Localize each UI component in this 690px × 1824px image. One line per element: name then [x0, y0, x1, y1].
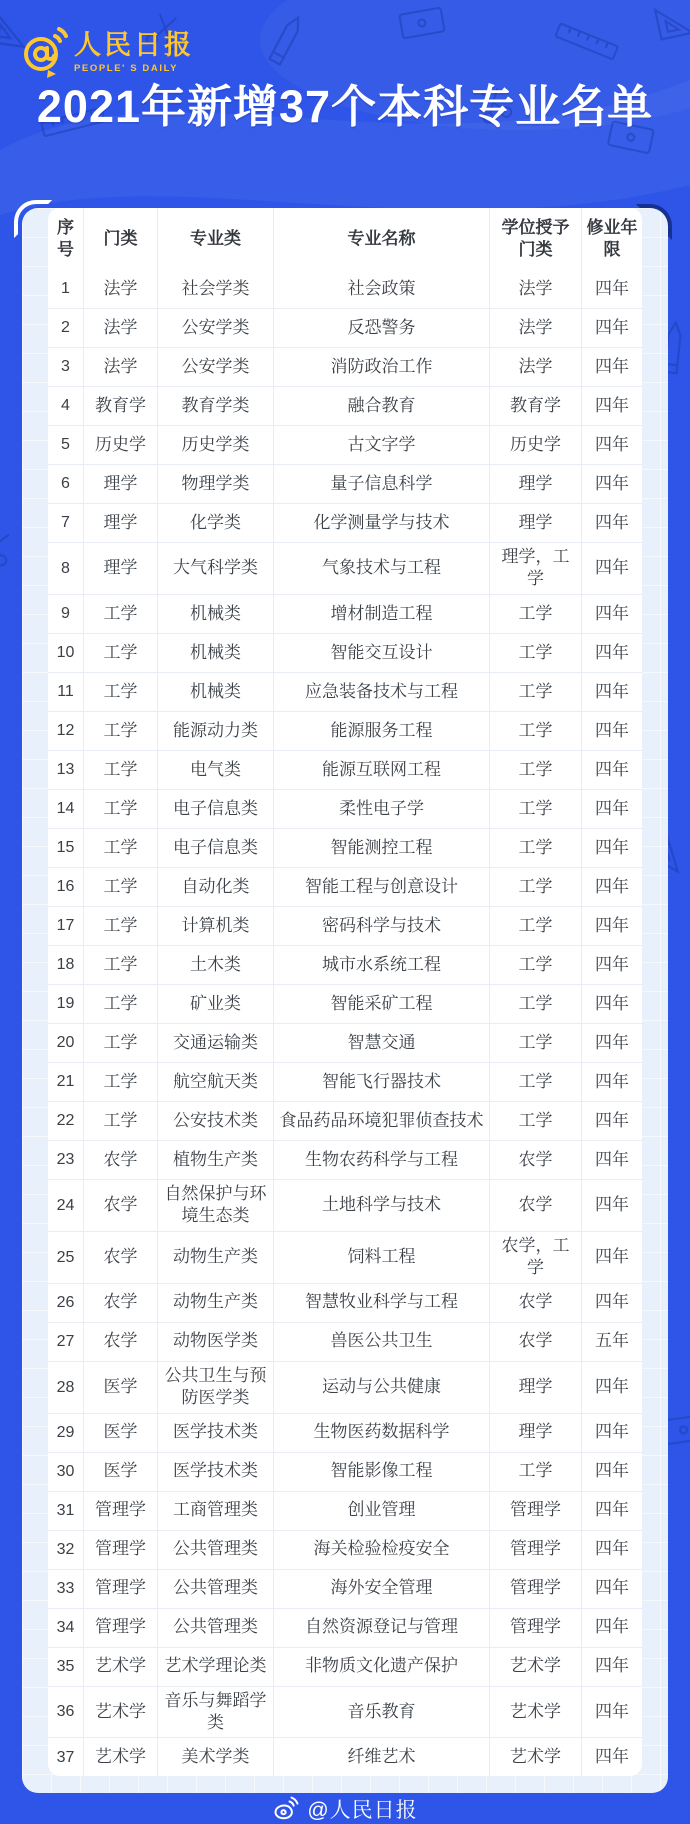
cell-degree: 工学	[490, 790, 582, 828]
cell-major-name: 消防政治工作	[274, 348, 490, 386]
cell-degree: 工学	[490, 907, 582, 945]
cell-category: 工学	[84, 1024, 158, 1062]
table-row	[48, 1413, 642, 1452]
table-row	[48, 1322, 642, 1361]
cell-category: 管理学	[84, 1531, 158, 1569]
cell-degree: 工学	[490, 595, 582, 633]
cell-major-name: 智能采矿工程	[274, 985, 490, 1023]
cell-major-name: 化学测量学与技术	[274, 504, 490, 542]
cell-category: 农学	[84, 1232, 158, 1283]
cell-degree: 工学	[490, 673, 582, 711]
table-row	[48, 1491, 642, 1530]
cell-major-class: 自动化类	[158, 868, 274, 906]
cell-duration: 四年	[595, 1500, 629, 1520]
cell-duration: 四年	[595, 1292, 629, 1312]
cell-category: 法学	[84, 270, 158, 308]
cell-major-name: 城市水系统工程	[274, 946, 490, 984]
table-row	[48, 1737, 642, 1776]
cell-major-name: 食品药品环境犯罪侦查技术	[274, 1102, 490, 1140]
cell-degree: 工学	[490, 634, 582, 672]
table-row	[48, 672, 642, 711]
cell-category: 艺术学	[84, 1738, 158, 1776]
cell-major-class: 医学技术类	[158, 1453, 274, 1491]
cell-major-class: 大气科学类	[158, 543, 274, 594]
cell-degree: 历史学	[490, 426, 582, 464]
cell-degree: 农学	[490, 1141, 582, 1179]
cell-category: 农学	[84, 1284, 158, 1322]
cell-index: 35	[48, 1648, 84, 1686]
cell-duration: 四年	[595, 1110, 629, 1130]
cell-degree: 工学	[490, 1063, 582, 1101]
cell-major-class: 艺术学理论类	[158, 1648, 274, 1686]
cell-degree: 理学	[490, 465, 582, 503]
cell-major-class: 机械类	[158, 634, 274, 672]
cell-major-name: 反恐警务	[274, 309, 490, 347]
cell-degree: 管理学	[490, 1492, 582, 1530]
col-header-major-class: 专业类	[158, 208, 274, 270]
cell-degree: 工学	[490, 868, 582, 906]
cell-index: 8	[48, 543, 84, 594]
table-body	[48, 270, 642, 1776]
cell-major-class: 土木类	[158, 946, 274, 984]
cell-major-class: 音乐与舞蹈学类	[158, 1687, 274, 1738]
cell-index: 12	[48, 712, 84, 750]
cell-major-class: 公共管理类	[158, 1531, 274, 1569]
cell-degree: 管理学	[490, 1531, 582, 1569]
cell-degree: 工学	[490, 985, 582, 1023]
cell-major-name: 自然资源登记与管理	[274, 1609, 490, 1647]
cell-major-class: 航空航天类	[158, 1063, 274, 1101]
cell-index: 16	[48, 868, 84, 906]
table-row	[48, 347, 642, 386]
cell-degree: 管理学	[490, 1609, 582, 1647]
cell-index: 9	[48, 595, 84, 633]
cell-duration: 四年	[595, 1195, 629, 1215]
cell-major-class: 公安学类	[158, 309, 274, 347]
cell-duration: 四年	[595, 1376, 629, 1396]
cell-major-name: 密码科学与技术	[274, 907, 490, 945]
cell-category: 理学	[84, 543, 158, 594]
cell-duration: 四年	[595, 473, 629, 493]
cell-duration: 四年	[595, 759, 629, 779]
cell-index: 21	[48, 1063, 84, 1101]
cell-duration: 四年	[595, 1747, 629, 1767]
cell-index: 1	[48, 270, 84, 308]
cell-degree: 工学	[490, 1102, 582, 1140]
cell-major-class: 美术学类	[158, 1738, 274, 1776]
table-header-row	[48, 208, 642, 270]
table-row	[48, 1647, 642, 1686]
table-row	[48, 1283, 642, 1322]
cell-major-name: 社会政策	[274, 270, 490, 308]
table-row	[48, 945, 642, 984]
cell-duration: 四年	[595, 434, 629, 454]
cell-major-class: 化学类	[158, 504, 274, 542]
table-row	[48, 308, 642, 347]
cell-major-name: 增材制造工程	[274, 595, 490, 633]
cell-major-name: 运动与公共健康	[274, 1362, 490, 1413]
cell-major-class: 动物生产类	[158, 1232, 274, 1283]
footer-handle: @人民日报	[307, 1798, 418, 1822]
cell-duration: 四年	[595, 1578, 629, 1598]
cell-category: 医学	[84, 1414, 158, 1452]
cell-duration: 四年	[595, 603, 629, 623]
cell-index: 31	[48, 1492, 84, 1530]
cell-major-class: 公共卫生与预防医学类	[158, 1362, 274, 1413]
cell-duration: 四年	[595, 512, 629, 532]
cell-duration: 四年	[595, 915, 629, 935]
table-row	[48, 711, 642, 750]
cell-duration: 四年	[595, 720, 629, 740]
cell-index: 37	[48, 1738, 84, 1776]
table-row	[48, 906, 642, 945]
cell-degree: 工学	[490, 712, 582, 750]
table-row	[48, 1686, 642, 1738]
cell-category: 农学	[84, 1180, 158, 1231]
cell-index: 34	[48, 1609, 84, 1647]
cell-category: 农学	[84, 1141, 158, 1179]
cell-category: 工学	[84, 1102, 158, 1140]
table-row	[48, 542, 642, 594]
cell-index: 15	[48, 829, 84, 867]
cell-category: 工学	[84, 829, 158, 867]
cell-index: 28	[48, 1362, 84, 1413]
cell-category: 工学	[84, 868, 158, 906]
cell-index: 10	[48, 634, 84, 672]
cell-duration: 四年	[595, 837, 629, 857]
majors-table	[48, 208, 642, 1776]
cell-degree: 农学	[490, 1284, 582, 1322]
table-row	[48, 270, 642, 308]
cell-index: 3	[48, 348, 84, 386]
cell-category: 工学	[84, 1063, 158, 1101]
weibo-icon	[272, 1796, 299, 1821]
cell-duration: 四年	[595, 1246, 629, 1266]
cell-index: 27	[48, 1323, 84, 1361]
cell-major-name: 应急装备技术与工程	[274, 673, 490, 711]
cell-category: 工学	[84, 946, 158, 984]
cell-category: 历史学	[84, 426, 158, 464]
cell-major-class: 公安技术类	[158, 1102, 274, 1140]
cell-index: 36	[48, 1687, 84, 1738]
cell-category: 工学	[84, 790, 158, 828]
cell-category: 法学	[84, 348, 158, 386]
cell-major-name: 非物质文化遗产保护	[274, 1648, 490, 1686]
cell-index: 26	[48, 1284, 84, 1322]
cell-degree: 工学	[490, 1024, 582, 1062]
cell-duration: 四年	[595, 1701, 629, 1721]
cell-degree: 农学，工学	[490, 1232, 582, 1283]
cell-category: 医学	[84, 1362, 158, 1413]
cell-index: 24	[48, 1180, 84, 1231]
cell-index: 23	[48, 1141, 84, 1179]
table-row	[48, 1023, 642, 1062]
cell-duration: 四年	[595, 642, 629, 662]
cell-major-class: 交通运输类	[158, 1024, 274, 1062]
cell-major-class: 机械类	[158, 595, 274, 633]
cell-index: 11	[48, 673, 84, 711]
cell-degree: 工学	[490, 751, 582, 789]
cell-major-name: 量子信息科学	[274, 465, 490, 503]
cell-degree: 法学	[490, 348, 582, 386]
table-row	[48, 464, 642, 503]
cell-major-class: 能源动力类	[158, 712, 274, 750]
cell-duration: 四年	[595, 993, 629, 1013]
cell-degree: 理学	[490, 504, 582, 542]
table-row	[48, 594, 642, 633]
cell-major-class: 机械类	[158, 673, 274, 711]
cell-category: 工学	[84, 712, 158, 750]
cell-major-name: 柔性电子学	[274, 790, 490, 828]
cell-major-name: 土地科学与技术	[274, 1180, 490, 1231]
cell-duration: 四年	[595, 1656, 629, 1676]
cell-degree: 法学	[490, 270, 582, 308]
cell-degree: 工学	[490, 946, 582, 984]
cell-duration: 四年	[595, 1539, 629, 1559]
cell-major-name: 创业管理	[274, 1492, 490, 1530]
header	[0, 0, 690, 172]
cell-major-name: 智能影像工程	[274, 1453, 490, 1491]
col-header-degree: 学位授予门类	[490, 208, 582, 270]
cell-degree: 教育学	[490, 387, 582, 425]
at-sign-icon	[22, 26, 68, 78]
table-row	[48, 1452, 642, 1491]
cell-major-name: 能源服务工程	[274, 712, 490, 750]
table-row	[48, 386, 642, 425]
cell-index: 4	[48, 387, 84, 425]
cell-duration: 四年	[595, 395, 629, 415]
cell-category: 农学	[84, 1323, 158, 1361]
cell-degree: 艺术学	[490, 1648, 582, 1686]
cell-index: 22	[48, 1102, 84, 1140]
content-card	[22, 208, 668, 1793]
cell-major-class: 公安学类	[158, 348, 274, 386]
cell-index: 6	[48, 465, 84, 503]
cell-major-name: 智慧交通	[274, 1024, 490, 1062]
cell-major-class: 医学技术类	[158, 1414, 274, 1452]
cell-major-class: 教育学类	[158, 387, 274, 425]
cell-major-class: 社会学类	[158, 270, 274, 308]
table-row	[48, 633, 642, 672]
cell-category: 工学	[84, 751, 158, 789]
cell-index: 7	[48, 504, 84, 542]
page-title: 2021年新增37个本科专业名单	[36, 81, 654, 132]
brand-name-en: PEOPLE' S DAILY	[74, 63, 179, 74]
cell-duration: 四年	[595, 1617, 629, 1637]
cell-major-class: 电子信息类	[158, 790, 274, 828]
table-row	[48, 1140, 642, 1179]
cell-degree: 理学	[490, 1414, 582, 1452]
cell-index: 5	[48, 426, 84, 464]
cell-degree: 管理学	[490, 1570, 582, 1608]
cell-duration: 四年	[595, 876, 629, 896]
table-row	[48, 1231, 642, 1283]
cell-major-name: 气象技术与工程	[274, 543, 490, 594]
cell-major-class: 工商管理类	[158, 1492, 274, 1530]
cell-degree: 农学	[490, 1180, 582, 1231]
cell-category: 工学	[84, 595, 158, 633]
cell-major-class: 植物生产类	[158, 1141, 274, 1179]
cell-category: 管理学	[84, 1609, 158, 1647]
cell-index: 19	[48, 985, 84, 1023]
table-row	[48, 1530, 642, 1569]
cell-major-name: 饲料工程	[274, 1232, 490, 1283]
cell-major-name: 能源互联网工程	[274, 751, 490, 789]
cell-index: 25	[48, 1232, 84, 1283]
cell-index: 14	[48, 790, 84, 828]
cell-major-name: 兽医公共卫生	[274, 1323, 490, 1361]
cell-major-name: 生物医药数据科学	[274, 1414, 490, 1452]
cell-duration: 四年	[595, 1422, 629, 1442]
cell-major-class: 历史学类	[158, 426, 274, 464]
cell-duration: 四年	[595, 356, 629, 376]
cell-degree: 理学	[490, 1362, 582, 1413]
cell-major-class: 公共管理类	[158, 1570, 274, 1608]
table-row	[48, 1608, 642, 1647]
cell-index: 20	[48, 1024, 84, 1062]
cell-major-name: 生物农药科学与工程	[274, 1141, 490, 1179]
cell-duration: 四年	[595, 954, 629, 974]
cell-category: 艺术学	[84, 1648, 158, 1686]
col-header-major-name: 专业名称	[274, 208, 490, 270]
cell-index: 17	[48, 907, 84, 945]
cell-category: 理学	[84, 504, 158, 542]
table-row	[48, 1569, 642, 1608]
cell-category: 艺术学	[84, 1687, 158, 1738]
cell-degree: 艺术学	[490, 1687, 582, 1738]
cell-category: 管理学	[84, 1492, 158, 1530]
table-row	[48, 1179, 642, 1231]
cell-category: 工学	[84, 673, 158, 711]
cell-major-name: 海关检验检疫安全	[274, 1531, 490, 1569]
cell-category: 工学	[84, 907, 158, 945]
cell-category: 工学	[84, 985, 158, 1023]
cell-major-name: 智能交互设计	[274, 634, 490, 672]
cell-duration: 四年	[595, 1032, 629, 1052]
cell-major-class: 计算机类	[158, 907, 274, 945]
cell-major-name: 智能工程与创意设计	[274, 868, 490, 906]
table-row	[48, 984, 642, 1023]
cell-major-name: 古文字学	[274, 426, 490, 464]
table-row	[48, 503, 642, 542]
cell-category: 工学	[84, 634, 158, 672]
cell-category: 理学	[84, 465, 158, 503]
cell-major-name: 纤维艺术	[274, 1738, 490, 1776]
cell-major-name: 融合教育	[274, 387, 490, 425]
cell-degree: 工学	[490, 829, 582, 867]
cell-major-name: 智慧牧业科学与工程	[274, 1284, 490, 1322]
cell-index: 2	[48, 309, 84, 347]
cell-major-class: 动物生产类	[158, 1284, 274, 1322]
cell-major-class: 公共管理类	[158, 1609, 274, 1647]
cell-major-class: 动物医学类	[158, 1323, 274, 1361]
cell-duration: 四年	[595, 278, 629, 298]
table-row	[48, 1101, 642, 1140]
cell-duration: 五年	[595, 1331, 629, 1351]
cell-duration: 四年	[595, 1149, 629, 1169]
cell-category: 法学	[84, 309, 158, 347]
cell-index: 29	[48, 1414, 84, 1452]
cell-duration: 四年	[595, 798, 629, 818]
cell-duration: 四年	[595, 558, 629, 578]
cell-major-name: 智能测控工程	[274, 829, 490, 867]
cell-major-name: 智能飞行器技术	[274, 1063, 490, 1101]
cell-duration: 四年	[595, 317, 629, 337]
cell-major-class: 电气类	[158, 751, 274, 789]
footer	[0, 1793, 690, 1824]
cell-duration: 四年	[595, 681, 629, 701]
brand-logo	[22, 26, 194, 78]
cell-index: 33	[48, 1570, 84, 1608]
cell-category: 医学	[84, 1453, 158, 1491]
brand-name-cn: 人民日报	[74, 30, 194, 60]
cell-major-class: 自然保护与环境生态类	[158, 1180, 274, 1231]
table-row	[48, 1361, 642, 1413]
cell-major-class: 矿业类	[158, 985, 274, 1023]
cell-degree: 工学	[490, 1453, 582, 1491]
cell-index: 13	[48, 751, 84, 789]
cell-major-name: 音乐教育	[274, 1687, 490, 1738]
table-row	[48, 867, 642, 906]
cell-index: 32	[48, 1531, 84, 1569]
table-row	[48, 750, 642, 789]
cell-degree: 理学，工学	[490, 543, 582, 594]
cell-degree: 法学	[490, 309, 582, 347]
cell-duration: 四年	[595, 1071, 629, 1091]
col-header-category: 门类	[84, 208, 158, 270]
cell-duration: 四年	[595, 1461, 629, 1481]
col-header-duration: 修业年限	[586, 217, 638, 259]
cell-category: 管理学	[84, 1570, 158, 1608]
cell-major-name: 海外安全管理	[274, 1570, 490, 1608]
cell-index: 30	[48, 1453, 84, 1491]
cell-index: 18	[48, 946, 84, 984]
cell-major-class: 电子信息类	[158, 829, 274, 867]
table-row	[48, 828, 642, 867]
cell-degree: 艺术学	[490, 1738, 582, 1776]
cell-degree: 农学	[490, 1323, 582, 1361]
col-header-index: 序号	[48, 208, 84, 270]
cell-category: 教育学	[84, 387, 158, 425]
cell-major-class: 物理学类	[158, 465, 274, 503]
table-row	[48, 425, 642, 464]
table-row	[48, 1062, 642, 1101]
table-row	[48, 789, 642, 828]
